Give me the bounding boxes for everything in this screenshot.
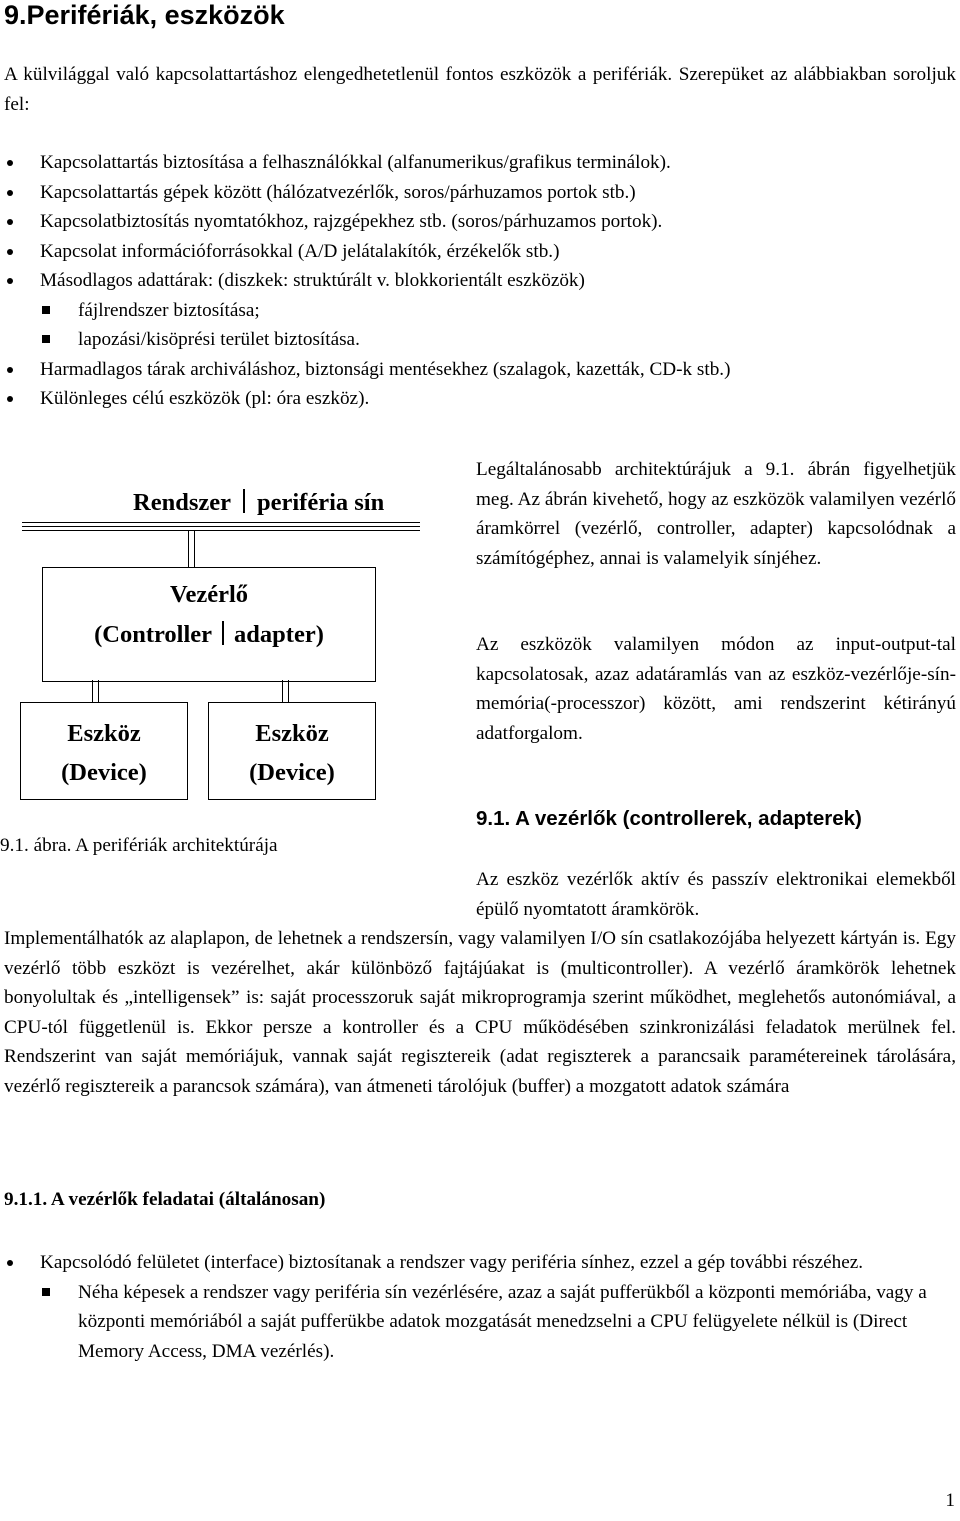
label-divider xyxy=(222,621,224,645)
subsection-heading: 9.1.1. A vezérlők feladatai (általánosan) xyxy=(4,1189,326,1210)
list-item: Másodlagos adattárak: (diszkek: struktúrált v. blokkorientált eszközök) xyxy=(0,266,960,296)
bus-line xyxy=(22,526,420,527)
intro-paragraph: A külvilággal való kapcsolattartáshoz elengedhetetlenül fontos eszközök a perifériák. Szerepüket az alábbiakban soroljuk fel: xyxy=(4,64,956,115)
bullet-icon xyxy=(7,249,13,255)
architecture-diagram xyxy=(0,440,440,870)
io-paragraph: Az eszközök valamilyen módon az input-output-tal kapcsolatosak, azaz adatáramlás van az eszköz-vezérlője-sín-memória(-processzor) között, ami rendszerint kétirányú adatforgalom. xyxy=(476,634,956,744)
bus-line xyxy=(22,522,420,523)
sub-list-item: lapozási/kisöprési terület biztosítása. xyxy=(0,325,960,355)
sub-list-item: Néha képesek a rendszer vagy periféria sín vezérlésére, azaz a saját pufferükből a központi memóriába, vagy a központi memóriából a saját pufferükbe adatok mozgatását menedzselni a CPU felügyelete nélkül is (Direct Memory Access, DMA vezérlés). xyxy=(0,1278,960,1367)
peripheral-roles-list xyxy=(0,148,960,414)
square-bullet-icon xyxy=(42,335,50,343)
bus-connector xyxy=(194,530,195,567)
list-item: Különleges célú eszközök (pl: óra eszköz). xyxy=(0,384,960,414)
bus-line xyxy=(22,530,420,531)
bullet-icon xyxy=(7,278,13,284)
device-connector xyxy=(288,680,289,702)
list-item: Kapcsolódó felületet (interface) biztosítanak a rendszer vagy periféria sínhez, ezzel a gép további részéhez. xyxy=(0,1248,960,1278)
device-connector xyxy=(282,680,283,702)
controllers-paragraph: Az eszköz vezérlők aktív és passzív elektronikai elemekből épülő nyomtatott áramkörök. xyxy=(476,869,956,920)
sub-list-item: fájlrendszer biztosítása; xyxy=(0,296,960,326)
bullet-icon xyxy=(7,396,13,402)
square-bullet-icon xyxy=(42,306,50,314)
figure-caption: 9.1. ábra. A perifériák architektúrája xyxy=(0,835,278,856)
device-box: Eszköz (Device) xyxy=(208,702,376,800)
controller-box xyxy=(42,567,376,682)
bullet-icon xyxy=(7,160,13,166)
architecture-paragraph: Legáltalánosabb architektúrájuk a 9.1. ábrán figyelhetjük meg. Az ábrán kivehető, hogy az eszközök valamilyen vezérlő áramkörrel (vezérlő, controller, adapter) kapcsolódnak a számítógéphez, annai is valamelyik sínjéhez. xyxy=(476,459,956,569)
bullet-icon xyxy=(7,190,13,196)
controller-sublabel: (Controller adapter) xyxy=(94,621,324,648)
list-item: Kapcsolatbiztosítás nyomtatókhoz, rajzgépekhez stb. (soros/párhuzamos portok). xyxy=(0,207,960,237)
list-item: Kapcsolat információforrásokkal (A/D jelátalakítók, érzékelők stb.) xyxy=(0,237,960,267)
device-connector xyxy=(98,680,99,702)
list-item: Harmadlagos tárak archiváláshoz, biztonsági mentésekhez (szalagok, kazetták, CD-k stb.) xyxy=(0,355,960,385)
list-item: Kapcsolattartás gépek között (hálózatvezérlők, soros/párhuzamos portok stb.) xyxy=(0,178,960,208)
controller-tasks-list xyxy=(0,1248,960,1366)
device-box: Eszköz (Device) xyxy=(20,702,188,800)
section-heading: 9.1. A vezérlők (controllerek, adapterek) xyxy=(476,807,862,830)
bullet-icon xyxy=(7,367,13,373)
bullet-icon xyxy=(7,219,13,225)
list-item: Kapcsolattartás biztosítása a felhasználókkal (alfanumerikus/grafikus terminálok). xyxy=(0,148,960,178)
device-connector xyxy=(92,680,93,702)
controllers-detail-paragraph: Implementálhatók az alaplapon, de lehetnek a rendszersín, vagy valamilyen I/O sín csatlakozójába helyezett kártyán is. Egy vezérlő több eszközt is vezérelhet, akár különböző fajtájúakat is (multicontroller). A vezérlő áramkörök lehetnek bonyolultak és „intelligensek” is: saját processzoruk saját mikroprogramja szerint működhet, meglehetős autonómiával, a CPU-tól függetlenül is. Ekkor persze a kontroller és a CPU működésében szinkronizálási feladatok merülnek fel. Rendszerint van saját memóriájuk, vannak saját regisztereik (adat regiszterek a parancsaik paramétereinek tárolására, vezérlő regisztereik a parancsok számára), van átmeneti tárolójuk (buffer) a mozgatott adatok számára xyxy=(4,928,956,1097)
bus-label: Rendszer periféria sín xyxy=(133,489,385,516)
square-bullet-icon xyxy=(42,1288,50,1296)
bus-connector xyxy=(188,530,189,567)
page-number: 1 xyxy=(945,1490,955,1511)
label-divider xyxy=(243,489,245,513)
bullet-icon xyxy=(7,1260,13,1266)
controller-label: Vezérlő xyxy=(170,581,248,608)
page-title: 9.Perifériák, eszközök xyxy=(4,0,285,30)
